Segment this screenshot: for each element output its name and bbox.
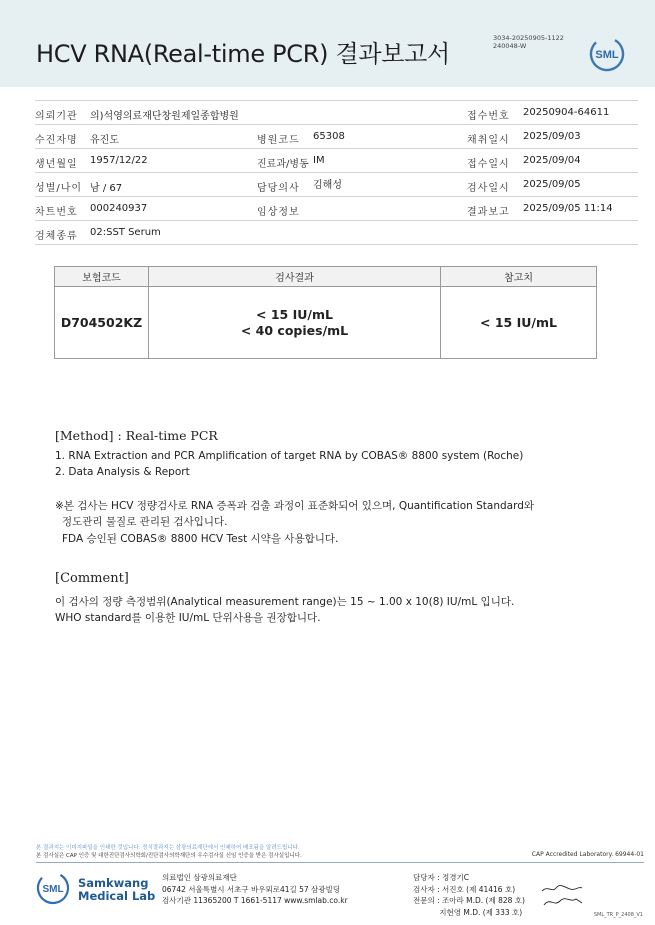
method-note-2: 정도관리 물질로 관리된 검사입니다. <box>62 516 228 528</box>
samkwang-logo <box>36 871 156 905</box>
info-row <box>35 101 638 125</box>
samkwang-logo-mark-text: SML <box>42 884 64 895</box>
address-line-3: 검사기관 11365200 T 1661-5117 www.smlab.co.kr <box>162 896 348 905</box>
collect-date-value: 2025/09/03 <box>523 131 581 142</box>
test-date-label: 검사일시 <box>467 183 510 194</box>
test-result-header: 검사결과 <box>149 267 441 287</box>
specimen-value: 02:SST Serum <box>90 227 161 238</box>
info-row <box>35 197 638 221</box>
patient-value: 유진도 <box>90 135 119 146</box>
patient-label: 수진자명 <box>35 135 78 146</box>
doctor-label: 담당의사 <box>257 183 300 194</box>
specimen-label: 검체종류 <box>35 231 78 242</box>
clinical-label: 임상정보 <box>257 207 300 218</box>
samkwang-logo-mark-icon <box>36 871 70 905</box>
reference-value: < 15 IU/mL <box>441 287 597 359</box>
result-copies: < 40 copies/mL <box>240 322 349 338</box>
form-code: SML_TR_P_2408_V1 <box>593 912 643 918</box>
method-heading: [Method] : Real-time PCR <box>55 428 218 443</box>
logo-name-2: Medical Lab <box>78 889 156 903</box>
birth-value: 1957/12/22 <box>90 155 148 166</box>
logo-name-1: Samkwang <box>78 876 149 890</box>
lab-address <box>162 872 348 907</box>
info-row <box>35 221 638 245</box>
info-row <box>35 125 638 149</box>
comment-line-1: 이 검사의 정량 측정범위(Analytical measurement range)는 15 ~ 1.00 x 10(8) IU/mL 입니다. <box>55 596 515 608</box>
patient-info-table <box>35 100 638 245</box>
method-step-2: 2. Data Analysis & Report <box>55 466 190 478</box>
staff-contact: 담당자 : 정경기C <box>413 873 470 882</box>
chart-no-label: 차트번호 <box>35 207 78 218</box>
method-note-1: ※본 검사는 HCV 정량검사로 RNA 증폭과 검출 과정이 표준화되어 있으며, Quantification Standard와 <box>55 500 535 512</box>
sml-logo <box>589 36 625 72</box>
staff-specialist-2: 지현영 M.D. (제 333 호) <box>413 907 523 917</box>
dept-value: IM <box>313 155 325 166</box>
insurance-code-header: 보험코드 <box>55 267 149 287</box>
result-row <box>55 287 597 359</box>
sml-logo-text: SML <box>595 49 619 61</box>
test-date-value: 2025/09/05 <box>523 179 581 190</box>
report-value: 2025/09/05 11:14 <box>523 203 613 214</box>
result-iu: < 15 IU/mL <box>256 306 333 322</box>
receipt-date-label: 접수일시 <box>467 159 510 170</box>
sex-age-value: 남 / 67 <box>90 183 123 194</box>
staff-list <box>413 872 525 918</box>
signature-icon <box>540 883 584 911</box>
institution-value: 의)석영의료재단창원제일종합병원 <box>90 111 239 122</box>
sex-age-label: 성별/나이 <box>35 183 83 194</box>
institution-label: 의뢰기관 <box>35 111 78 122</box>
birth-label: 생년월일 <box>35 159 78 170</box>
receipt-no-label: 접수번호 <box>467 111 510 122</box>
document-number <box>493 34 564 50</box>
notice-certification: 본 검사실은 CAP 인증 및 대한진단검사의학회/진단검사의학재단의 우수검사실 신임 인증을 받은 검사실입니다. <box>36 853 302 859</box>
chart-no-value: 000240937 <box>90 203 148 214</box>
result-table <box>54 266 597 359</box>
ward-code-label: 병원코드 <box>257 135 300 146</box>
result-header-row <box>55 267 597 287</box>
staff-tester: 검사자 : 서진호 (제 41416 호) <box>413 884 516 894</box>
dept-label: 진료과/병동 <box>257 159 309 170</box>
doctor-value: 김해성 <box>313 180 342 191</box>
ward-code-value: 65308 <box>313 131 345 142</box>
comment-line-2: WHO standard를 이용한 IU/mL 단위사용을 권장합니다. <box>55 612 321 624</box>
report-title: HCV RNA(Real-time PCR) 결과보고서 <box>36 40 450 68</box>
notice-print: 본 결과지는 이미지파일을 인쇄한 것입니다. 정식결과지는 삼광의료재단에서 인쇄하여 배포됨을 알려드립니다. <box>36 845 300 851</box>
receipt-date-value: 2025/09/04 <box>523 155 581 166</box>
staff-specialist-1: 전문의 : 조아라 M.D. (제 828 호) <box>413 896 525 905</box>
collect-date-label: 채취일시 <box>467 135 510 146</box>
report-label: 결과보고 <box>467 207 510 218</box>
info-row <box>35 149 638 173</box>
info-row <box>35 173 638 197</box>
receipt-no-value: 20250904-64611 <box>523 107 610 118</box>
footer-divider <box>36 862 644 863</box>
method-step-1: 1. RNA Extraction and PCR Amplification of target RNA by COBAS® 8800 system (Roche) <box>55 450 524 462</box>
method-note-3: FDA 승인된 COBAS® 8800 HCV Test 시약을 사용합니다. <box>62 533 339 545</box>
address-line-2: 06742 서울특별시 서초구 바우뫼로41길 57 삼광빌딩 <box>162 884 341 894</box>
footer-notice <box>36 843 644 859</box>
test-result-value <box>149 287 441 359</box>
reference-header: 참고치 <box>441 267 597 287</box>
comment-heading: [Comment] <box>55 571 129 586</box>
cap-accreditation: CAP Accredited Laboratory. 69944-01 <box>531 851 644 858</box>
document-number-line2: 240048-W <box>493 42 527 50</box>
report-header <box>0 0 655 87</box>
insurance-code: D704502KZ <box>55 287 149 359</box>
document-number-line1: 3034-20250905-1122 <box>493 34 564 42</box>
address-line-1: 의료법인 삼광의료재단 <box>162 873 237 882</box>
